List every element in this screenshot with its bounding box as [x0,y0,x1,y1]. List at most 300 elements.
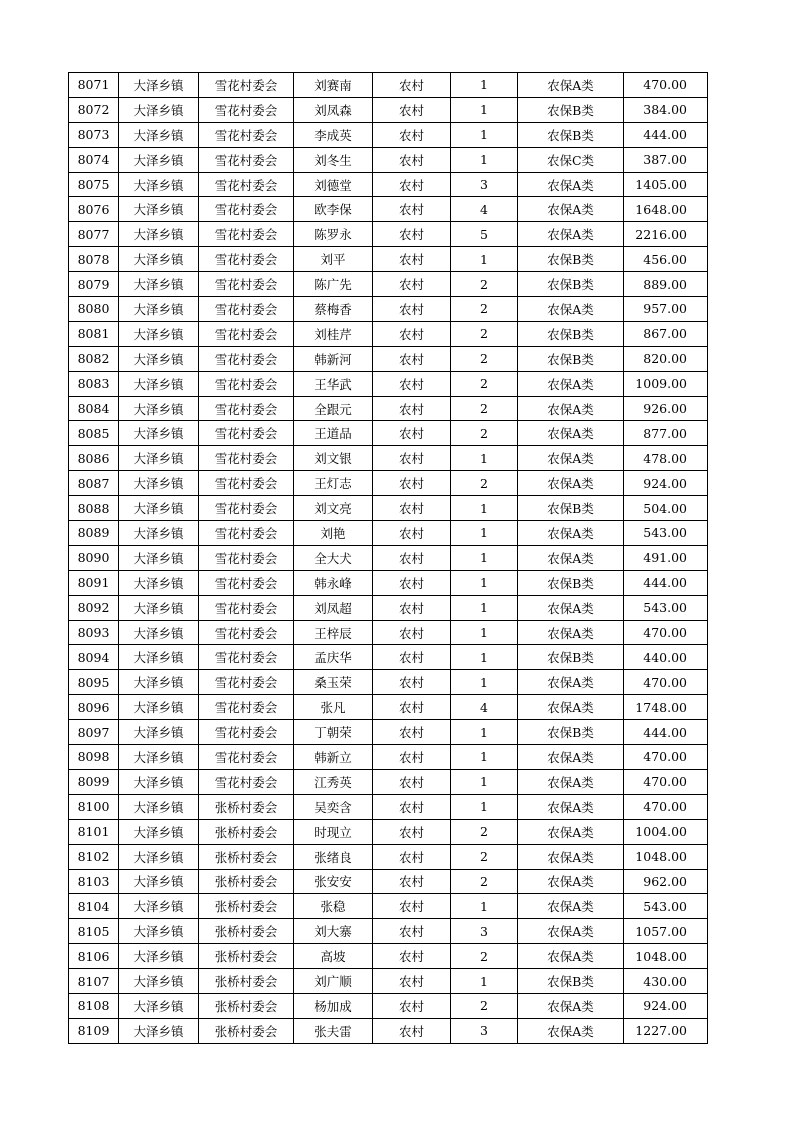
cell-id: 8079 [69,272,119,297]
cell-amount: 1227.00 [624,1018,708,1043]
cell-name: 高坡 [294,944,373,969]
table-row [69,869,708,894]
table-row [69,147,708,172]
cell-count: 1 [451,894,518,919]
cell-count: 3 [451,919,518,944]
cell-household-type: 农村 [373,969,451,994]
cell-town: 大泽乡镇 [119,670,199,695]
cell-amount: 1748.00 [624,695,708,720]
table-row [69,122,708,147]
roster-table [68,72,708,1044]
cell-village: 雪花村委会 [199,471,294,496]
cell-village: 雪花村委会 [199,496,294,521]
cell-household-type: 农村 [373,570,451,595]
cell-village: 张桥村委会 [199,993,294,1018]
cell-household-type: 农村 [373,521,451,546]
cell-category: 农保A类 [518,521,624,546]
cell-count: 2 [451,346,518,371]
cell-count: 1 [451,73,518,98]
cell-amount: 387.00 [624,147,708,172]
cell-id: 8084 [69,396,119,421]
cell-id: 8075 [69,172,119,197]
cell-id: 8106 [69,944,119,969]
table-row [69,844,708,869]
table-row [69,720,708,745]
cell-id: 8109 [69,1018,119,1043]
cell-amount: 957.00 [624,297,708,322]
cell-name: 丁朝荣 [294,720,373,745]
cell-household-type: 农村 [373,396,451,421]
cell-household-type: 农村 [373,869,451,894]
cell-category: 农保A类 [518,769,624,794]
cell-household-type: 农村 [373,794,451,819]
cell-category: 农保A类 [518,371,624,396]
cell-name: 蔡梅香 [294,297,373,322]
cell-count: 2 [451,371,518,396]
cell-town: 大泽乡镇 [119,371,199,396]
cell-count: 2 [451,396,518,421]
table-row [69,670,708,695]
cell-count: 2 [451,844,518,869]
cell-count: 1 [451,545,518,570]
cell-category: 农保A类 [518,222,624,247]
table-row [69,247,708,272]
cell-count: 1 [451,97,518,122]
cell-household-type: 农村 [373,321,451,346]
cell-name: 刘平 [294,247,373,272]
table-row [69,919,708,944]
cell-category: 农保C类 [518,147,624,172]
cell-count: 1 [451,122,518,147]
cell-category: 农保A类 [518,197,624,222]
cell-town: 大泽乡镇 [119,97,199,122]
cell-amount: 1048.00 [624,944,708,969]
cell-name: 刘赛南 [294,73,373,98]
cell-category: 农保A类 [518,396,624,421]
cell-name: 韩新立 [294,745,373,770]
cell-count: 2 [451,297,518,322]
cell-town: 大泽乡镇 [119,769,199,794]
cell-count: 1 [451,147,518,172]
cell-name: 刘艳 [294,521,373,546]
table-row [69,993,708,1018]
cell-amount: 926.00 [624,396,708,421]
cell-town: 大泽乡镇 [119,247,199,272]
cell-category: 农保B类 [518,97,624,122]
cell-village: 雪花村委会 [199,545,294,570]
cell-village: 雪花村委会 [199,197,294,222]
cell-category: 农保A类 [518,545,624,570]
cell-id: 8099 [69,769,119,794]
cell-name: 刘冬生 [294,147,373,172]
cell-category: 农保A类 [518,819,624,844]
cell-town: 大泽乡镇 [119,321,199,346]
cell-count: 1 [451,794,518,819]
cell-name: 陈广先 [294,272,373,297]
cell-amount: 444.00 [624,720,708,745]
cell-town: 大泽乡镇 [119,172,199,197]
cell-amount: 1004.00 [624,819,708,844]
cell-household-type: 农村 [373,620,451,645]
cell-town: 大泽乡镇 [119,396,199,421]
cell-category: 农保A类 [518,670,624,695]
table-row [69,471,708,496]
cell-town: 大泽乡镇 [119,496,199,521]
cell-town: 大泽乡镇 [119,595,199,620]
cell-amount: 504.00 [624,496,708,521]
cell-id: 8108 [69,993,119,1018]
cell-category: 农保A类 [518,1018,624,1043]
cell-town: 大泽乡镇 [119,745,199,770]
cell-household-type: 农村 [373,919,451,944]
cell-category: 农保B类 [518,346,624,371]
cell-count: 2 [451,421,518,446]
cell-id: 8101 [69,819,119,844]
cell-category: 农保A类 [518,993,624,1018]
cell-household-type: 农村 [373,222,451,247]
cell-id: 8077 [69,222,119,247]
cell-amount: 384.00 [624,97,708,122]
cell-name: 王灯志 [294,471,373,496]
cell-count: 1 [451,720,518,745]
cell-count: 4 [451,695,518,720]
cell-household-type: 农村 [373,944,451,969]
cell-count: 1 [451,247,518,272]
cell-id: 8071 [69,73,119,98]
cell-amount: 543.00 [624,521,708,546]
cell-village: 雪花村委会 [199,720,294,745]
cell-amount: 962.00 [624,869,708,894]
cell-village: 雪花村委会 [199,97,294,122]
cell-count: 1 [451,745,518,770]
cell-category: 农保A类 [518,944,624,969]
table-row [69,645,708,670]
cell-id: 8072 [69,97,119,122]
cell-amount: 444.00 [624,570,708,595]
cell-category: 农保A类 [518,794,624,819]
cell-amount: 543.00 [624,894,708,919]
cell-household-type: 农村 [373,272,451,297]
cell-village: 雪花村委会 [199,595,294,620]
table-row [69,794,708,819]
cell-town: 大泽乡镇 [119,446,199,471]
cell-name: 孟庆华 [294,645,373,670]
cell-village: 张桥村委会 [199,794,294,819]
cell-id: 8086 [69,446,119,471]
cell-household-type: 农村 [373,894,451,919]
cell-name: 刘凤超 [294,595,373,620]
table-row [69,944,708,969]
cell-count: 2 [451,321,518,346]
cell-amount: 444.00 [624,122,708,147]
cell-amount: 478.00 [624,446,708,471]
cell-category: 农保B类 [518,247,624,272]
table-row [69,745,708,770]
cell-town: 大泽乡镇 [119,620,199,645]
cell-town: 大泽乡镇 [119,1018,199,1043]
cell-name: 韩新河 [294,346,373,371]
cell-category: 农保A类 [518,446,624,471]
cell-amount: 867.00 [624,321,708,346]
cell-category: 农保A类 [518,471,624,496]
cell-household-type: 农村 [373,745,451,770]
cell-household-type: 农村 [373,446,451,471]
cell-id: 8078 [69,247,119,272]
cell-household-type: 农村 [373,695,451,720]
cell-name: 江秀英 [294,769,373,794]
cell-amount: 440.00 [624,645,708,670]
cell-town: 大泽乡镇 [119,297,199,322]
cell-town: 大泽乡镇 [119,819,199,844]
table-row [69,969,708,994]
cell-village: 雪花村委会 [199,272,294,297]
cell-village: 雪花村委会 [199,521,294,546]
cell-count: 1 [451,645,518,670]
table-row [69,321,708,346]
cell-id: 8087 [69,471,119,496]
cell-household-type: 农村 [373,1018,451,1043]
cell-village: 张桥村委会 [199,1018,294,1043]
cell-name: 刘广顺 [294,969,373,994]
cell-household-type: 农村 [373,819,451,844]
cell-amount: 470.00 [624,73,708,98]
table-row [69,570,708,595]
cell-id: 8102 [69,844,119,869]
table-row [69,595,708,620]
cell-name: 全跟元 [294,396,373,421]
table-row [69,73,708,98]
table-row [69,545,708,570]
cell-household-type: 农村 [373,197,451,222]
cell-village: 雪花村委会 [199,670,294,695]
cell-count: 2 [451,819,518,844]
cell-count: 1 [451,769,518,794]
cell-id: 8103 [69,869,119,894]
cell-household-type: 农村 [373,844,451,869]
cell-count: 3 [451,1018,518,1043]
cell-name: 桑玉荣 [294,670,373,695]
cell-village: 张桥村委会 [199,844,294,869]
cell-town: 大泽乡镇 [119,720,199,745]
cell-amount: 470.00 [624,620,708,645]
cell-amount: 924.00 [624,993,708,1018]
table-row [69,97,708,122]
cell-town: 大泽乡镇 [119,570,199,595]
table-row [69,346,708,371]
cell-town: 大泽乡镇 [119,73,199,98]
cell-village: 张桥村委会 [199,919,294,944]
cell-village: 雪花村委会 [199,222,294,247]
cell-village: 雪花村委会 [199,570,294,595]
table-row [69,421,708,446]
cell-name: 刘桂芹 [294,321,373,346]
cell-household-type: 农村 [373,993,451,1018]
cell-village: 张桥村委会 [199,944,294,969]
cell-category: 农保A类 [518,745,624,770]
cell-village: 雪花村委会 [199,695,294,720]
cell-amount: 430.00 [624,969,708,994]
cell-name: 刘凤森 [294,97,373,122]
cell-town: 大泽乡镇 [119,919,199,944]
table-row [69,446,708,471]
cell-category: 农保B类 [518,720,624,745]
table-row [69,819,708,844]
cell-village: 张桥村委会 [199,894,294,919]
cell-village: 张桥村委会 [199,869,294,894]
cell-category: 农保B类 [518,969,624,994]
cell-household-type: 农村 [373,595,451,620]
cell-amount: 1009.00 [624,371,708,396]
cell-id: 8096 [69,695,119,720]
cell-id: 8090 [69,545,119,570]
cell-village: 雪花村委会 [199,745,294,770]
table-row [69,222,708,247]
cell-village: 雪花村委会 [199,147,294,172]
cell-id: 8095 [69,670,119,695]
cell-id: 8080 [69,297,119,322]
cell-name: 张夫雷 [294,1018,373,1043]
cell-count: 1 [451,521,518,546]
cell-name: 刘文银 [294,446,373,471]
cell-amount: 889.00 [624,272,708,297]
cell-category: 农保A类 [518,695,624,720]
cell-count: 1 [451,570,518,595]
cell-village: 雪花村委会 [199,321,294,346]
cell-household-type: 农村 [373,545,451,570]
cell-count: 5 [451,222,518,247]
cell-id: 8088 [69,496,119,521]
cell-household-type: 农村 [373,247,451,272]
cell-village: 雪花村委会 [199,769,294,794]
cell-town: 大泽乡镇 [119,844,199,869]
cell-count: 1 [451,595,518,620]
cell-household-type: 农村 [373,371,451,396]
cell-name: 王梓辰 [294,620,373,645]
cell-amount: 456.00 [624,247,708,272]
table-body [69,73,708,1044]
table-row [69,197,708,222]
cell-amount: 470.00 [624,670,708,695]
cell-amount: 1648.00 [624,197,708,222]
cell-town: 大泽乡镇 [119,122,199,147]
cell-name: 韩永峰 [294,570,373,595]
cell-amount: 924.00 [624,471,708,496]
cell-name: 王道品 [294,421,373,446]
cell-category: 农保B类 [518,570,624,595]
cell-category: 农保A类 [518,894,624,919]
cell-name: 杨加成 [294,993,373,1018]
cell-id: 8093 [69,620,119,645]
cell-household-type: 农村 [373,496,451,521]
cell-category: 农保A类 [518,421,624,446]
cell-village: 雪花村委会 [199,371,294,396]
cell-household-type: 农村 [373,73,451,98]
cell-village: 雪花村委会 [199,421,294,446]
cell-id: 8105 [69,919,119,944]
cell-name: 张凡 [294,695,373,720]
cell-town: 大泽乡镇 [119,545,199,570]
cell-category: 农保A类 [518,172,624,197]
cell-id: 8100 [69,794,119,819]
cell-category: 农保B类 [518,321,624,346]
cell-village: 张桥村委会 [199,969,294,994]
cell-town: 大泽乡镇 [119,645,199,670]
cell-town: 大泽乡镇 [119,421,199,446]
cell-village: 雪花村委会 [199,645,294,670]
cell-household-type: 农村 [373,97,451,122]
cell-amount: 470.00 [624,769,708,794]
cell-id: 8076 [69,197,119,222]
cell-amount: 1405.00 [624,172,708,197]
cell-id: 8091 [69,570,119,595]
cell-name: 刘文亮 [294,496,373,521]
cell-name: 张绪良 [294,844,373,869]
table-row [69,272,708,297]
cell-name: 李成英 [294,122,373,147]
cell-household-type: 农村 [373,645,451,670]
cell-id: 8083 [69,371,119,396]
cell-household-type: 农村 [373,670,451,695]
table-row [69,1018,708,1043]
cell-village: 雪花村委会 [199,620,294,645]
cell-amount: 1057.00 [624,919,708,944]
cell-household-type: 农村 [373,122,451,147]
cell-count: 3 [451,172,518,197]
cell-id: 8089 [69,521,119,546]
cell-category: 农保B类 [518,496,624,521]
cell-count: 4 [451,197,518,222]
cell-category: 农保A类 [518,297,624,322]
cell-id: 8097 [69,720,119,745]
cell-name: 张稳 [294,894,373,919]
cell-village: 雪花村委会 [199,247,294,272]
cell-name: 全大犬 [294,545,373,570]
cell-category: 农保A类 [518,919,624,944]
table-row [69,172,708,197]
cell-village: 雪花村委会 [199,297,294,322]
cell-town: 大泽乡镇 [119,147,199,172]
cell-amount: 543.00 [624,595,708,620]
cell-town: 大泽乡镇 [119,869,199,894]
table-row [69,620,708,645]
cell-household-type: 农村 [373,421,451,446]
cell-name: 刘德堂 [294,172,373,197]
cell-category: 农保A类 [518,620,624,645]
cell-amount: 470.00 [624,794,708,819]
cell-household-type: 农村 [373,147,451,172]
cell-town: 大泽乡镇 [119,471,199,496]
cell-village: 雪花村委会 [199,172,294,197]
cell-amount: 2216.00 [624,222,708,247]
table-row [69,496,708,521]
cell-village: 雪花村委会 [199,122,294,147]
cell-town: 大泽乡镇 [119,695,199,720]
cell-town: 大泽乡镇 [119,197,199,222]
cell-category: 农保B类 [518,645,624,670]
cell-household-type: 农村 [373,172,451,197]
cell-name: 刘大寨 [294,919,373,944]
cell-town: 大泽乡镇 [119,346,199,371]
cell-amount: 491.00 [624,545,708,570]
cell-village: 雪花村委会 [199,396,294,421]
cell-id: 8098 [69,745,119,770]
cell-amount: 1048.00 [624,844,708,869]
cell-name: 张安安 [294,869,373,894]
table-row [69,695,708,720]
cell-town: 大泽乡镇 [119,969,199,994]
table-row [69,396,708,421]
cell-category: 农保A类 [518,595,624,620]
